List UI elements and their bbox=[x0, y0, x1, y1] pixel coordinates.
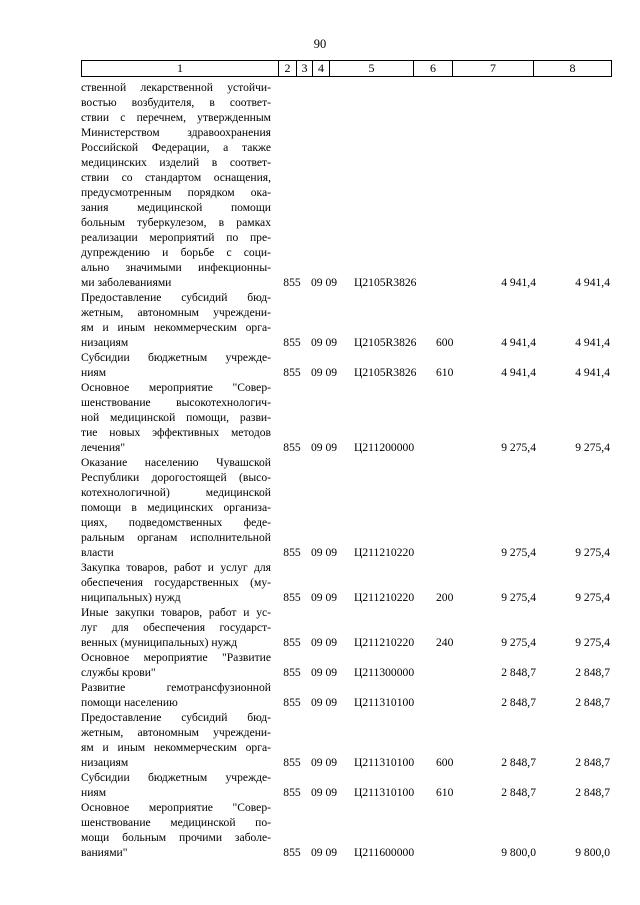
cell-c6: 200 bbox=[436, 591, 454, 604]
description-line: шенствование высокотехнологич- bbox=[81, 396, 271, 409]
cell-c7: 2 848,7 bbox=[501, 756, 536, 769]
cell-c2: 855 bbox=[283, 366, 301, 379]
description-line: Основное мероприятие "Совер- bbox=[81, 801, 271, 814]
description-line: ально значимыми инфекционны- bbox=[81, 261, 271, 274]
description-line: предусмотренным порядком ока- bbox=[81, 186, 271, 199]
cell-c7: 2 848,7 bbox=[501, 696, 536, 709]
description-line: Основное мероприятие "Развитие bbox=[81, 651, 271, 664]
description-line: востью возбудителя, в соответ- bbox=[81, 96, 271, 109]
table-row bbox=[0, 680, 640, 710]
row-description bbox=[81, 650, 271, 680]
header-col-6: 6 bbox=[413, 61, 452, 76]
description-line: Предоставление субсидий бюд- bbox=[81, 711, 271, 724]
description-line: ям и иным некоммерческим орга- bbox=[81, 741, 271, 754]
cell-c34: 09 09 bbox=[311, 786, 338, 799]
description-line: ниям bbox=[81, 366, 107, 379]
table-row bbox=[0, 650, 640, 680]
description-line: Развитие гемотрансфузионной bbox=[81, 681, 271, 694]
cell-c6: 240 bbox=[436, 636, 454, 649]
row-description bbox=[81, 605, 271, 650]
cell-c8: 2 848,7 bbox=[575, 696, 610, 709]
cell-c8: 9 800,0 bbox=[575, 846, 610, 859]
description-line: Субсидии бюджетным учрежде- bbox=[81, 351, 271, 364]
description-line: власти bbox=[81, 546, 114, 559]
cell-c6 bbox=[436, 665, 472, 680]
cell-c7: 9 275,4 bbox=[501, 441, 536, 454]
cell-c7: 2 848,7 bbox=[501, 786, 536, 799]
row-description bbox=[81, 710, 271, 770]
description-line: ми заболеваниями bbox=[81, 276, 172, 289]
description-line: ниципальных) нужд bbox=[81, 591, 181, 604]
description-line: Предоставление субсидий бюд- bbox=[81, 291, 271, 304]
header-col-5: 5 bbox=[329, 61, 413, 76]
cell-c2: 855 bbox=[283, 336, 301, 349]
header-col-4: 4 bbox=[312, 61, 329, 76]
cell-c8: 9 275,4 bbox=[575, 441, 610, 454]
cell-c6 bbox=[436, 845, 472, 860]
cell-c7: 4 941,4 bbox=[501, 366, 536, 379]
cell-c5: Ц211210220 bbox=[354, 591, 415, 604]
cell-c5: Ц2105R3826 bbox=[354, 336, 417, 349]
cell-c5: Ц211210220 bbox=[354, 636, 415, 649]
cell-c34: 09 09 bbox=[311, 441, 338, 454]
cell-c7: 9 800,0 bbox=[501, 846, 536, 859]
description-line: дупреждению и борьбе с соци- bbox=[81, 246, 271, 259]
description-line: мощи больным прочими заболе- bbox=[81, 831, 271, 844]
description-line: ствии с перечнем, утвержденным bbox=[81, 111, 271, 124]
row-description bbox=[81, 290, 271, 350]
cell-c34: 09 09 bbox=[311, 636, 338, 649]
cell-c5: Ц211310100 bbox=[354, 696, 415, 709]
cell-c6: 600 bbox=[436, 756, 454, 769]
table-row bbox=[0, 710, 640, 770]
cell-c7: 4 941,4 bbox=[501, 276, 536, 289]
description-line: Республики дорогостоящей (высо- bbox=[81, 471, 271, 484]
description-line: обеспечения государственных (му- bbox=[81, 576, 271, 589]
cell-c5: Ц2105R3826 bbox=[354, 366, 417, 379]
table-row bbox=[0, 290, 640, 350]
cell-c8: 2 848,7 bbox=[575, 756, 610, 769]
description-line: Оказание населению Чувашской bbox=[81, 456, 271, 469]
cell-c2: 855 bbox=[283, 696, 301, 709]
cell-c8: 9 275,4 bbox=[575, 591, 610, 604]
row-description bbox=[81, 770, 271, 800]
description-line: венных (муниципальных) нужд bbox=[81, 636, 238, 649]
cell-c5: Ц211310100 bbox=[354, 786, 415, 799]
table-row bbox=[0, 560, 640, 605]
header-col-8: 8 bbox=[533, 61, 612, 76]
description-line: лечения" bbox=[81, 441, 126, 454]
description-line: ям и иным некоммерческим орга- bbox=[81, 321, 271, 334]
description-line: ниям bbox=[81, 786, 107, 799]
description-line: ваниями" bbox=[81, 846, 128, 859]
cell-c8: 9 275,4 bbox=[575, 636, 610, 649]
cell-c6: 600 bbox=[436, 336, 454, 349]
description-line: жетным, автономным учреждени- bbox=[81, 726, 271, 739]
cell-c34: 09 09 bbox=[311, 276, 338, 289]
cell-c34: 09 09 bbox=[311, 756, 338, 769]
cell-c5: Ц211600000 bbox=[354, 846, 415, 859]
row-description bbox=[81, 800, 271, 860]
table-row bbox=[0, 605, 640, 650]
cell-c8: 4 941,4 bbox=[575, 336, 610, 349]
cell-c34: 09 09 bbox=[311, 696, 338, 709]
description-line: Российской Федерации, а также bbox=[81, 141, 271, 154]
description-line: шенствование медицинской по- bbox=[81, 816, 271, 829]
cell-c6 bbox=[436, 440, 472, 455]
description-line: жетным, автономным учреждени- bbox=[81, 306, 271, 319]
row-description bbox=[81, 680, 271, 710]
cell-c2: 855 bbox=[283, 786, 301, 799]
cell-c2: 855 bbox=[283, 846, 301, 859]
description-line: медицинских изделий в соответ- bbox=[81, 156, 271, 169]
cell-c2: 855 bbox=[283, 441, 301, 454]
table-row bbox=[0, 800, 640, 860]
row-description bbox=[81, 380, 271, 455]
cell-c2: 855 bbox=[283, 276, 301, 289]
table-row bbox=[0, 350, 640, 380]
cell-c34: 09 09 bbox=[311, 591, 338, 604]
header-col-7: 7 bbox=[452, 61, 533, 76]
cell-c6 bbox=[436, 545, 472, 560]
description-line: Основное мероприятие "Совер- bbox=[81, 381, 271, 394]
cell-c7: 4 941,4 bbox=[501, 336, 536, 349]
cell-c5: Ц2105R3826 bbox=[354, 276, 417, 289]
page-number: 90 bbox=[313, 37, 327, 51]
description-line: помощи населению bbox=[81, 696, 178, 709]
table-row bbox=[0, 80, 640, 290]
cell-c2: 855 bbox=[283, 756, 301, 769]
cell-c7: 2 848,7 bbox=[501, 666, 536, 679]
header-col-1: 1 bbox=[81, 61, 278, 76]
cell-c8: 9 275,4 bbox=[575, 546, 610, 559]
description-line: тие новых эффективных методов bbox=[81, 426, 271, 439]
cell-c5: Ц211300000 bbox=[354, 666, 415, 679]
table-row bbox=[0, 455, 640, 560]
cell-c2: 855 bbox=[283, 591, 301, 604]
description-line: ствии со стандартом оснащения, bbox=[81, 171, 271, 184]
row-description bbox=[81, 560, 271, 605]
description-line: помощи в медицинских организа- bbox=[81, 501, 271, 514]
description-line: Иные закупки товаров, работ и ус- bbox=[81, 606, 271, 619]
cell-c8: 4 941,4 bbox=[575, 366, 610, 379]
description-line: циях, подведомственных феде- bbox=[81, 516, 271, 529]
cell-c34: 09 09 bbox=[311, 846, 338, 859]
cell-c2: 855 bbox=[283, 636, 301, 649]
description-line: котехнологичной) медицинской bbox=[81, 486, 271, 499]
cell-c6 bbox=[436, 275, 472, 290]
description-line: ной медицинской помощи, разви- bbox=[81, 411, 271, 424]
cell-c7: 9 275,4 bbox=[501, 591, 536, 604]
description-line: Закупка товаров, работ и услуг для bbox=[81, 561, 271, 574]
description-line: службы крови" bbox=[81, 666, 156, 679]
row-description bbox=[81, 80, 271, 290]
table-row bbox=[0, 770, 640, 800]
description-line: Министерством здравоохранения bbox=[81, 126, 271, 139]
cell-c5: Ц211200000 bbox=[354, 441, 415, 454]
table-header bbox=[81, 60, 612, 77]
header-col-3: 3 bbox=[296, 61, 312, 76]
cell-c34: 09 09 bbox=[311, 336, 338, 349]
cell-c6: 610 bbox=[436, 366, 454, 379]
row-description bbox=[81, 350, 271, 380]
header-col-2: 2 bbox=[278, 61, 296, 76]
cell-c34: 09 09 bbox=[311, 546, 338, 559]
description-line: больным туберкулезом, в рамках bbox=[81, 216, 271, 229]
cell-c5: Ц211310100 bbox=[354, 756, 415, 769]
description-line: низациям bbox=[81, 336, 129, 349]
cell-c8: 2 848,7 bbox=[575, 786, 610, 799]
cell-c34: 09 09 bbox=[311, 366, 338, 379]
cell-c8: 4 941,4 bbox=[575, 276, 610, 289]
cell-c5: Ц211210220 bbox=[354, 546, 415, 559]
description-line: реализации мероприятий по пре- bbox=[81, 231, 271, 244]
cell-c6 bbox=[436, 695, 472, 710]
cell-c7: 9 275,4 bbox=[501, 546, 536, 559]
description-line: зания медицинской помощи bbox=[81, 201, 271, 214]
cell-c34: 09 09 bbox=[311, 666, 338, 679]
description-line: низациям bbox=[81, 756, 129, 769]
description-line: луг для обеспечения государст- bbox=[81, 621, 271, 634]
cell-c7: 9 275,4 bbox=[501, 636, 536, 649]
description-line: ственной лекарственной устойчи- bbox=[81, 81, 271, 94]
description-line: Субсидии бюджетным учрежде- bbox=[81, 771, 271, 784]
cell-c2: 855 bbox=[283, 666, 301, 679]
cell-c2: 855 bbox=[283, 546, 301, 559]
description-line: ральным органам исполнительной bbox=[81, 531, 271, 544]
cell-c6: 610 bbox=[436, 786, 454, 799]
cell-c8: 2 848,7 bbox=[575, 666, 610, 679]
row-description bbox=[81, 455, 271, 560]
table-row bbox=[0, 380, 640, 455]
